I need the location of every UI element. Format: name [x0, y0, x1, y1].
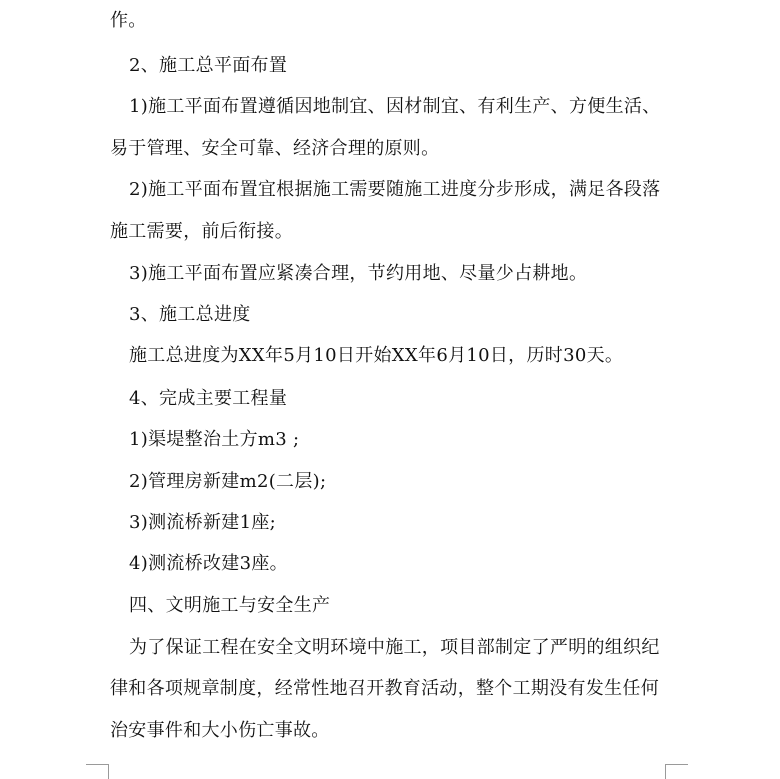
list-item: 3)测流桥新建1座;	[129, 512, 276, 533]
section-heading: 4、完成主要工程量	[129, 388, 288, 409]
text-line: 作。	[110, 10, 147, 31]
page-margin-corner-left	[86, 764, 109, 779]
list-item: 2)管理房新建m2(二层);	[129, 471, 327, 492]
text-line: 3)施工平面布置应紧凑合理，节约用地、尽量少占耕地。	[129, 263, 588, 284]
text-line: 施工总进度为XX年5月10日开始XX年6月10日，历时30天。	[129, 345, 624, 366]
text-line: 律和各项规章制度，经常性地召开教育活动，整个工期没有发生任何	[110, 678, 659, 699]
text-line: 2)施工平面布置宜根据施工需要随施工进度分步形成，满足各段落	[129, 179, 661, 200]
section-heading: 2、施工总平面布置	[129, 55, 288, 76]
text-line: 治安事件和大小伤亡事故。	[110, 720, 330, 741]
text-line: 易于管理、安全可靠、经济合理的原则。	[110, 138, 440, 159]
text-line: 1)施工平面布置遵循因地制宜、因材制宜、有利生产、方便生活、	[129, 96, 661, 117]
list-item: 4)测流桥改建3座。	[129, 553, 288, 574]
section-heading: 四、文明施工与安全生产	[129, 595, 331, 616]
list-item: 1)渠堤整治土方m3 ;	[129, 429, 300, 450]
section-heading: 3、施工总进度	[129, 304, 251, 325]
page-margin-corner-right	[665, 764, 688, 779]
text-line: 为了保证工程在安全文明环境中施工，项目部制定了严明的组织纪	[129, 637, 660, 658]
text-line: 施工需要，前后衔接。	[110, 221, 293, 242]
